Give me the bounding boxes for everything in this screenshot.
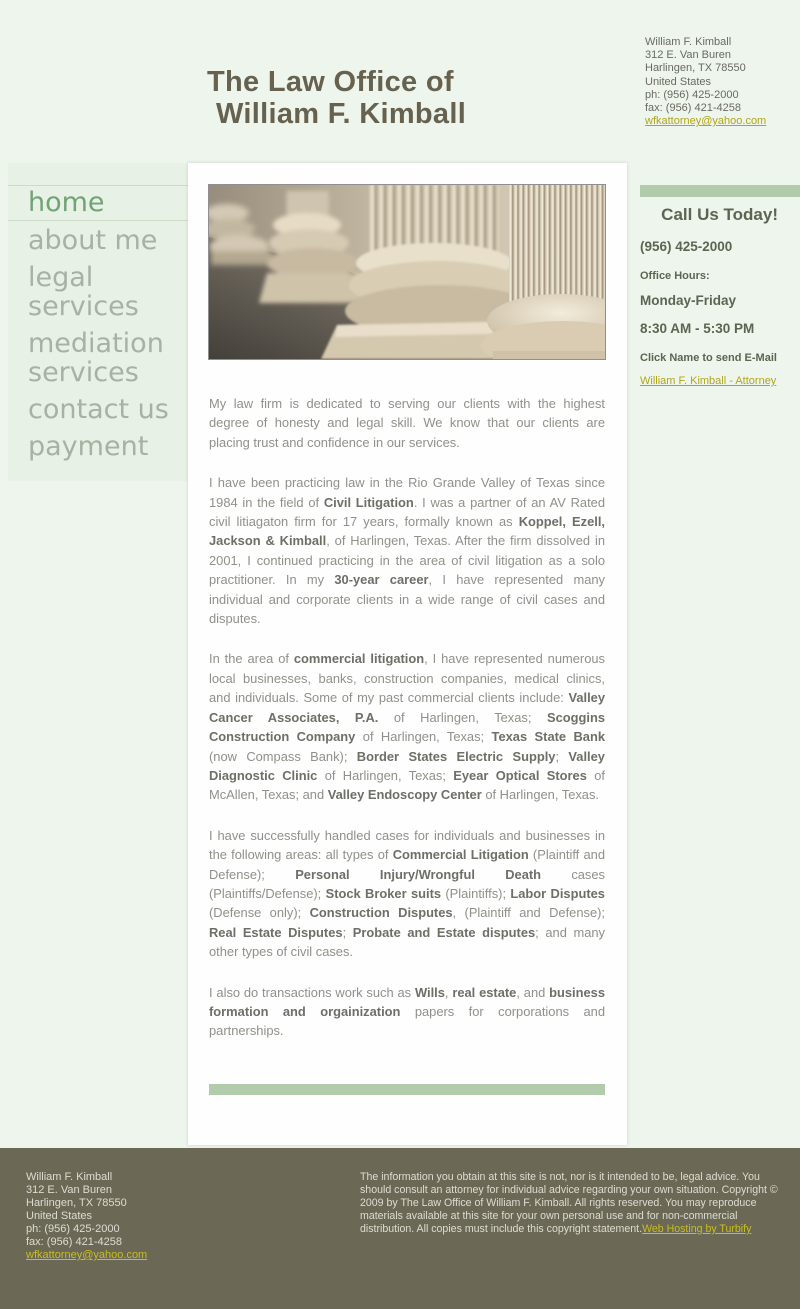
bold-text-run: Valley Endoscopy Center — [327, 787, 482, 803]
header-email-link[interactable]: wfkattorney@yahoo.com — [645, 115, 767, 128]
sidebar-item-mediation-services[interactable]: mediation services — [28, 328, 164, 388]
bold-text-run: Valley Cancer Associates, P.A. — [209, 690, 605, 725]
bold-text-run: Stock Broker suits — [325, 885, 442, 901]
text-run: . I was a partner of an AV Rated civil litiagaton firm for 17 years, formally known as — [209, 494, 605, 530]
footer-contact-fax: fax: (956) 421-4258 — [26, 1236, 123, 1248]
paragraph-4 — [209, 826, 605, 962]
bold-text-run: Valley Diagnostic Clinic — [209, 748, 605, 783]
text-run: I have successfully handled cases for individuals and businesses in the following areas: all types of — [209, 827, 605, 863]
sidebar-item-home[interactable]: home — [8, 185, 188, 221]
paragraph-2 — [209, 473, 605, 628]
footer-legal-block — [360, 1171, 792, 1236]
sidebar-nav-list — [8, 185, 188, 464]
content-divider-bar — [209, 1084, 605, 1095]
sidebar-item-about-me[interactable]: about me — [28, 225, 158, 256]
article-paragraphs — [209, 394, 605, 1062]
footer — [0, 1148, 800, 1309]
text-run: In the area of — [209, 651, 294, 667]
callout-accent-bar — [640, 185, 800, 197]
footer-contact-street: 312 E. Van Buren — [26, 1184, 113, 1196]
text-run: papers for corporations and partnerships. — [209, 1003, 605, 1039]
text-run: I have been practicing law in the Rio Grande Valley of Texas since 1984 in the field of — [209, 475, 605, 510]
text-run: , I have represented many individual and corporate clients in a wide range of civil cases and disputes. — [209, 572, 606, 627]
paragraph-3 — [209, 649, 605, 804]
text-run: , I have represented numerous local businesses, banks, construction companies, medical clinics, and individuals. Some of my past commercial clients include: — [209, 651, 605, 706]
columns-photo-art — [209, 185, 605, 359]
contact-city: Harlingen, TX 78550 — [645, 62, 746, 75]
bold-text-run: Real Estate Disputes — [209, 924, 343, 940]
text-run: of Harlingen, Texas; — [317, 767, 454, 783]
text-run: , (Plaintiff and Defense); — [452, 905, 605, 921]
text-run: (Plaintiffs); — [441, 885, 511, 901]
office-days: Monday-Friday — [640, 293, 737, 308]
text-run: (Plaintiff and Defense); — [209, 847, 605, 882]
bold-text-run: Labor Disputes — [510, 885, 605, 901]
footer-contact-country: United States — [26, 1210, 93, 1222]
email-instruction: Click Name to send E-Mail — [640, 352, 777, 364]
contact-country: United States — [645, 75, 712, 88]
main-content-panel — [188, 163, 627, 1145]
text-run: (Defense only); — [209, 905, 310, 921]
footer-email-link[interactable]: wfkattorney@yahoo.com — [26, 1249, 148, 1261]
text-run: of McAllen, Texas; and — [209, 767, 606, 803]
text-run: ; and many other types of civil cases. — [209, 924, 605, 960]
text-run: of Harlingen, Texas; — [355, 729, 492, 745]
site-title — [207, 66, 466, 130]
text-run: , of Harlingen, Texas. After the firm dissolved in 2001, I continued practicing in the area of civil litigation as a solo practitioner. In my — [209, 533, 605, 588]
sidebar-item-legal-services[interactable]: legal services — [28, 262, 139, 322]
contact-fax: fax: (956) 421-4258 — [645, 102, 742, 115]
call-us-callout — [640, 185, 800, 389]
paragraph-5 — [209, 983, 605, 1041]
bold-text-run: Texas State Bank — [491, 729, 606, 745]
text-run: (now Compass Bank); — [209, 748, 357, 764]
columns-photo — [208, 184, 606, 360]
bold-text-run: 30-year career — [334, 572, 429, 588]
bold-text-run: Scoggins Construction Company — [209, 709, 605, 745]
site-title-line2: William F. Kimball — [216, 98, 467, 130]
bold-text-run: Koppel, Ezell, Jackson & Kimball — [209, 514, 605, 549]
contact-street: 312 E. Van Buren — [645, 49, 732, 62]
text-run: of Harlingen, Texas; — [378, 709, 547, 725]
text-run: ; — [342, 924, 353, 940]
office-hours-label: Office Hours: — [640, 270, 710, 282]
bold-text-run: Probate and Estate disputes — [352, 924, 536, 940]
sidebar-item-contact-us[interactable]: contact us — [28, 394, 169, 425]
bold-text-run: Civil Litigation — [323, 494, 414, 510]
text-run: ; — [555, 748, 569, 764]
sidebar — [8, 163, 188, 481]
attorney-email-link[interactable]: William F. Kimball - Attorney — [640, 375, 777, 387]
callout-heading: Call Us Today! — [661, 205, 778, 224]
text-run: My law firm is dedicated to serving our clients with the highest degree of honesty and legal skill. We know that our clients are placing trust and confidence in our services. — [209, 396, 605, 450]
text-run: cases (Plaintiffs/Defense); — [209, 866, 605, 901]
footer-contact-name: William F. Kimball — [26, 1171, 113, 1183]
hosting-link[interactable]: Web Hosting by Turbify — [642, 1223, 752, 1235]
text-run: , — [444, 984, 453, 1000]
office-hours: 8:30 AM - 5:30 PM — [640, 321, 755, 336]
site-title-line1: The Law Office of — [207, 66, 454, 98]
footer-disclaimer: The information you obtain at this site is not, nor is it intended to be, legal advice. You should consult an attorney for individual advice regarding your own situation. Copyright © 2009 by The Law Office of William F. Kimball. All rights reserved. You may reproduce materials available at this site for your own personal use and for non-commercial distribution. All copies must include this copyright statement. — [360, 1171, 778, 1235]
sidebar-item-payment[interactable]: payment — [28, 431, 149, 462]
bold-text-run: business formation and orgainization — [209, 984, 605, 1019]
callout-phone: (956) 425-2000 — [640, 239, 733, 254]
bold-text-run: Personal Injury/Wrongful Death — [295, 866, 542, 882]
contact-name: William F. Kimball — [645, 36, 732, 48]
bold-text-run: Construction Disputes — [309, 905, 453, 921]
bold-text-run: Eyear Optical Stores — [453, 767, 587, 783]
text-run: I also do transactions work such as — [209, 984, 415, 1000]
paragraph-1 — [209, 394, 605, 452]
footer-contact-block — [26, 1171, 147, 1262]
footer-contact-city: Harlingen, TX 78550 — [26, 1197, 127, 1209]
bold-text-run: Commercial Litigation — [392, 847, 529, 863]
bold-text-run: commercial litigation — [293, 651, 425, 667]
text-run: , and — [516, 984, 550, 1000]
header-contact-block — [645, 36, 766, 128]
contact-phone: ph: (956) 425-2000 — [645, 88, 739, 101]
text-run: of Harlingen, Texas. — [481, 787, 600, 803]
bold-text-run: Wills — [414, 984, 445, 1000]
bold-text-run: Border States Electric Supply — [356, 748, 556, 764]
bold-text-run: real estate — [452, 984, 517, 1000]
footer-contact-phone: ph: (956) 425-2000 — [26, 1223, 120, 1235]
